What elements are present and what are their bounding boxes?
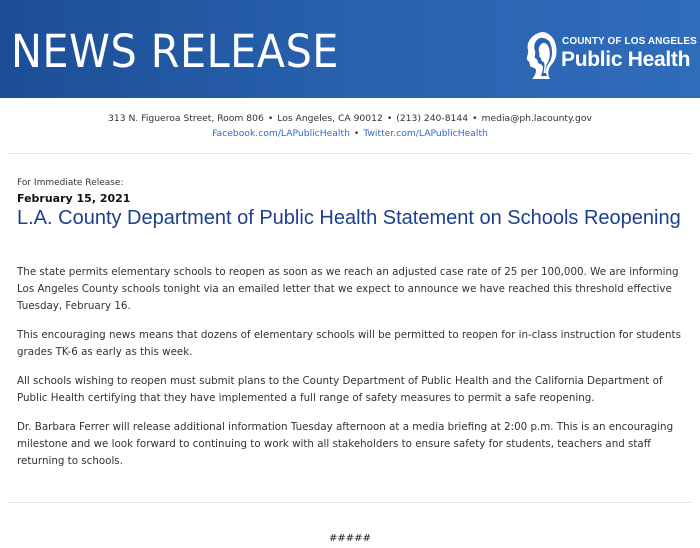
- separator: •: [267, 113, 274, 124]
- facebook-link[interactable]: Facebook.com/LAPublicHealth: [212, 128, 350, 139]
- divider: [8, 502, 692, 503]
- page-title: L.A. County Department of Public Health Statement on Schools Reopening: [17, 207, 681, 229]
- separator: •: [472, 113, 478, 124]
- divider: [8, 153, 692, 154]
- release-label: For Immediate Release:: [17, 178, 124, 188]
- contact-line-1: [0, 111, 700, 126]
- logo-name: Public Health: [561, 48, 691, 71]
- contact-city: Los Angeles, CA 90012: [277, 113, 383, 124]
- public-health-logo: [522, 30, 697, 80]
- separator: •: [386, 113, 393, 124]
- paragraph: Dr. Barbara Ferrer will release additional information Tuesday afternoon at a media briefing at 2:00 p.m. This is an encouraging milestone and we look forward to continuing to work with all stakeholders to ensure safety for students, teachers and staff returning to schools.: [17, 421, 674, 467]
- contact-phone: (213) 240-8144: [396, 113, 469, 124]
- contact-line-2: [0, 126, 700, 141]
- twitter-link[interactable]: Twitter.com/LAPublicHealth: [363, 128, 488, 139]
- end-mark: #####: [329, 533, 371, 544]
- release-date: February 15, 2021: [17, 192, 131, 205]
- release-body: [17, 264, 693, 482]
- paragraph: The state permits elementary schools to reopen as soon as we reach an adjusted case rate of 25 per 100,000. We are informing Los Angeles County schools tonight via an emailed letter that we expect to announce we have reached this threshold effective Tuesday, February 16.: [17, 266, 679, 312]
- logo-county-line: COUNTY OF LOS ANGELES: [562, 36, 697, 47]
- separator: •: [353, 128, 360, 139]
- contact-block: [0, 111, 700, 141]
- contact-email[interactable]: media@ph.lacounty.gov: [481, 113, 592, 124]
- faces-silhouette-icon: [522, 30, 560, 80]
- paragraph: This encouraging news means that dozens of elementary schools will be permitted to reopen for in-class instruction for students grades TK-6 as early as this week.: [17, 329, 681, 358]
- banner-title: NEWS RELEASE: [11, 25, 339, 78]
- contact-address: 313 N. Figueroa Street, Room 806: [108, 113, 264, 124]
- news-release-banner: [0, 0, 700, 98]
- paragraph: All schools wishing to reopen must submit plans to the County Department of Public Health and the California Department of Public Health certifying that they have implemented a full range of safety measures to permit a safe reopening.: [17, 375, 663, 404]
